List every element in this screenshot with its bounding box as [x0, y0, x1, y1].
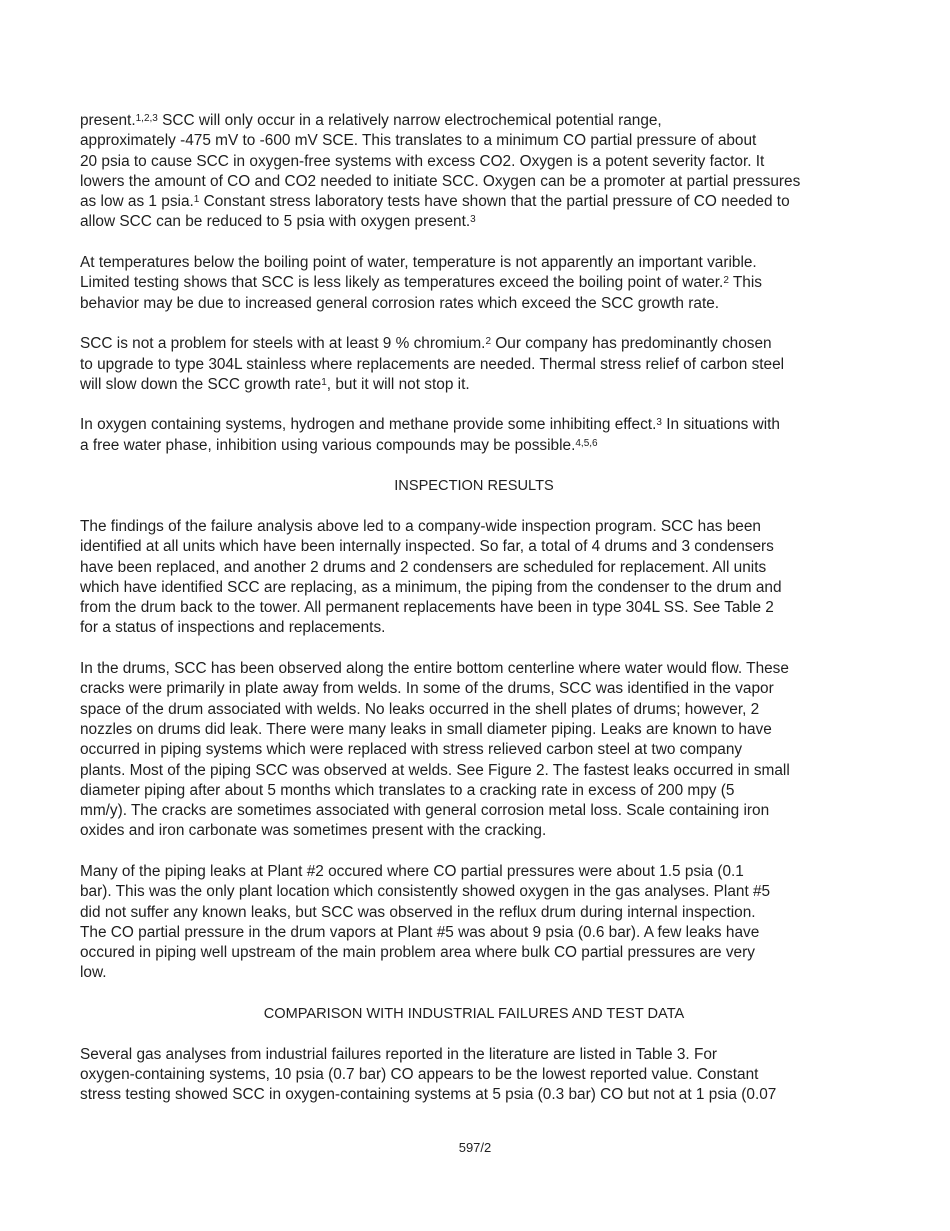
- citation-reference: 2: [485, 336, 492, 348]
- text-line: [80, 415, 868, 435]
- citation-reference: 1,2,3: [135, 113, 158, 124]
- text-segment: to upgrade to type 304L stainless where replacements are needed. Thermal stress relief of carbon steel: [80, 355, 785, 373]
- text-segment: This: [728, 274, 762, 292]
- section-heading-comparison: COMPARISON WITH INDUSTRIAL FAILURES AND TEST DATA: [263, 1006, 685, 1023]
- document-body: [80, 111, 868, 1106]
- text-line: [80, 1045, 868, 1065]
- text-line: [80, 1085, 868, 1105]
- text-segment: SCC is not a problem for steels with at least 9 % chromium.: [80, 335, 486, 353]
- text-line: [80, 192, 868, 212]
- text-line: [80, 436, 868, 456]
- paragraph-scc-potential: [80, 111, 868, 233]
- paragraph-plant-leaks: [80, 862, 868, 984]
- text-line: [80, 903, 868, 923]
- citation-reference: 1: [193, 194, 200, 206]
- text-line: [80, 355, 868, 375]
- text-line: [80, 862, 868, 882]
- text-segment: have been replaced, and another 2 drums and 2 condensers are scheduled for replacement. All units: [80, 558, 767, 576]
- text-line: [80, 821, 868, 841]
- paragraph-inspection-program: [80, 517, 868, 639]
- text-line: [80, 943, 868, 963]
- text-line: [80, 172, 868, 192]
- text-line: [80, 212, 868, 232]
- text-line: [80, 700, 868, 720]
- text-segment: Limited testing shows that SCC is less likely as temperatures exceed the boiling point of water.: [80, 274, 724, 292]
- text-segment: Several gas analyses from industrial failures reported in the literature are listed in Table 3. For: [80, 1045, 718, 1063]
- text-segment: present.: [80, 112, 136, 129]
- text-line: [80, 375, 868, 395]
- text-segment: behavior may be due to increased general corrosion rates which exceed the SCC growth rate.: [80, 294, 720, 312]
- text-line: [80, 923, 868, 943]
- text-line: [80, 537, 868, 557]
- text-segment: In situations with: [661, 416, 780, 434]
- text-line: [80, 152, 868, 172]
- citation-reference: 2: [723, 275, 729, 287]
- text-segment: , but it will not stop it.: [326, 375, 470, 393]
- text-segment: The findings of the failure analysis above led to a company-wide inspection program. SCC has been: [80, 517, 761, 535]
- text-line: [80, 111, 868, 131]
- page-number: 597/2: [458, 1140, 492, 1155]
- text-segment: stress testing showed SCC in oxygen-containing systems at 5 psia (0.3 bar) CO but not at 1 psia (0.07: [80, 1086, 777, 1104]
- text-segment: At temperatures below the boiling point of water, temperature is not apparently an important varible.: [80, 254, 757, 272]
- text-line: [80, 963, 868, 983]
- text-segment: nozzles on drums did leak. There were many leaks in small diameter piping. Leaks are known to have: [80, 720, 772, 738]
- text-line: [80, 882, 868, 902]
- text-segment: will slow down the SCC growth rate: [80, 375, 322, 393]
- text-segment: did not suffer any known leaks, but SCC was observed in the reflux drum during internal inspection.: [80, 903, 756, 921]
- text-segment: as low as 1 psia.: [80, 193, 194, 211]
- citation-reference: 1: [321, 376, 327, 388]
- text-segment: low.: [80, 964, 107, 982]
- citation-reference: 4,5,6: [575, 437, 598, 449]
- paragraph-drum-observations: [80, 659, 868, 842]
- text-segment: occurred in piping systems which were replaced with stress relieved carbon steel at two company: [80, 741, 743, 759]
- text-segment: Constant stress laboratory tests have shown that the partial pressure of CO needed to: [199, 193, 790, 211]
- text-segment: for a status of inspections and replacements.: [80, 619, 386, 637]
- text-segment: The CO partial pressure in the drum vapors at Plant #5 was about 9 psia (0.6 bar). A few leaks have: [80, 923, 760, 941]
- text-line: [80, 801, 868, 821]
- text-segment: cracks were primarily in plate away from welds. In some of the drums, SCC was identified in the vapor: [80, 680, 774, 698]
- text-line: [80, 131, 868, 151]
- text-line: [80, 334, 868, 354]
- text-line: [80, 578, 868, 598]
- paragraph-temperature: [80, 253, 868, 314]
- citation-reference: 3: [470, 214, 476, 226]
- text-line: [80, 761, 868, 781]
- text-line: [80, 598, 868, 618]
- text-segment: lowers the amount of CO and CO2 needed to initiate SCC. Oxygen can be a promoter at partial pressures: [80, 172, 801, 190]
- text-line: [80, 1065, 868, 1085]
- text-segment: from the drum back to the tower. All permanent replacements have been in type 304L SS. See Table 2: [80, 599, 774, 617]
- text-segment: 20 psia to cause SCC in oxygen-free systems with excess CO2. Oxygen is a potent severity factor. It: [80, 152, 765, 170]
- citation-reference: 3: [656, 417, 662, 429]
- text-line: [80, 253, 868, 273]
- text-line: [80, 558, 868, 578]
- text-line: [80, 273, 868, 293]
- paragraph-inhibition: [80, 415, 868, 456]
- text-segment: Many of the piping leaks at Plant #2 occured where CO partial pressures were about 1.5 psia (0.1: [80, 862, 744, 880]
- text-line: [80, 517, 868, 537]
- text-segment: In the drums, SCC has been observed along the entire bottom centerline where water would flow. These: [80, 660, 789, 678]
- text-segment: space of the drum associated with welds. No leaks occurred in the shell plates of drums; however, 2: [80, 700, 760, 718]
- text-line: [80, 740, 868, 760]
- text-line: [80, 618, 868, 638]
- text-segment: oxygen-containing systems, 10 psia (0.7 bar) CO appears to be the lowest reported value. Constant: [80, 1065, 759, 1083]
- text-line: [80, 679, 868, 699]
- text-segment: identified at all units which have been internally inspected. So far, a total of 4 drums and 3 condensers: [80, 538, 774, 556]
- text-segment: In oxygen containing systems, hydrogen and methane provide some inhibiting effect.: [80, 416, 657, 434]
- text-line: [80, 659, 868, 679]
- text-segment: occured in piping well upstream of the main problem area where bulk CO partial pressures are very: [80, 944, 755, 962]
- text-segment: approximately -475 mV to -600 mV SCE. This translates to a minimum CO partial pressure of about: [80, 132, 757, 150]
- paragraph-chromium: [80, 334, 868, 395]
- paragraph-gas-analyses: [80, 1045, 868, 1106]
- text-segment: Our company has predominantly chosen: [491, 335, 772, 353]
- text-line: [80, 781, 868, 801]
- text-segment: SCC will only occur in a relatively narrow electrochemical potential range,: [157, 112, 662, 129]
- text-segment: oxides and iron carbonate was sometimes present with the cracking.: [80, 822, 547, 840]
- text-segment: diameter piping after about 5 months which translates to a cracking rate in excess of 200 mpy (5: [80, 781, 735, 799]
- text-segment: mm/y). The cracks are sometimes associated with general corrosion metal loss. Scale containing iron: [80, 802, 770, 820]
- text-segment: a free water phase, inhibition using various compounds may be possible.: [80, 436, 576, 454]
- text-line: [80, 294, 868, 314]
- section-heading-inspection-results: INSPECTION RESULTS: [394, 478, 554, 495]
- text-segment: which have identified SCC are replacing, as a minimum, the piping from the condenser to the drum and: [80, 578, 782, 596]
- text-line: [80, 720, 868, 740]
- text-segment: plants. Most of the piping SCC was observed at welds. See Figure 2. The fastest leaks occurred in small: [80, 761, 790, 779]
- text-segment: allow SCC can be reduced to 5 psia with oxygen present.: [80, 213, 471, 231]
- text-segment: bar). This was the only plant location which consistently showed oxygen in the gas analyses. Plant #5: [80, 883, 771, 901]
